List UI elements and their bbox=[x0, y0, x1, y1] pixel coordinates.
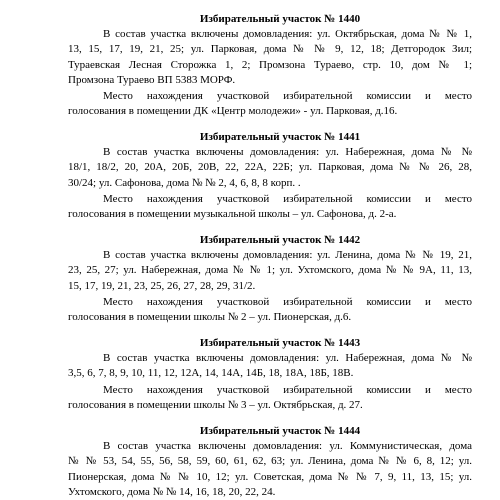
text-line: 3,5, 6, 7, 8, 9, 10, 11, 12, 12А, 14, 14А, 14Б, 18, 18А, 18Б, 18В. bbox=[68, 367, 354, 380]
precinct-location bbox=[68, 192, 472, 223]
precinct-content bbox=[68, 351, 472, 382]
precinct-content bbox=[68, 248, 472, 294]
precinct-section-1444 bbox=[68, 424, 472, 500]
text-line: Место нахождения участковой избирательной комиссии и место bbox=[103, 295, 472, 308]
text-line: Пионерская, дома № № 10, 12; ул. Советская, дома № № 7, 9, 11, 13, 15; ул. bbox=[68, 470, 472, 483]
text-line: № № 53, 54, 55, 56, 58, 59, 60, 61, 62, 63; ул. Ленина, дома № № 6, 8, 12; ул. bbox=[68, 455, 472, 468]
precinct-section-1443 bbox=[68, 336, 472, 413]
precinct-heading: Избирательный участок № 1444 bbox=[199, 425, 361, 437]
precinct-section-1442 bbox=[68, 233, 472, 325]
text-line: В состав участка включены домовладения: ул. Коммунистическая, дома bbox=[103, 440, 472, 452]
precinct-section-1441 bbox=[68, 130, 472, 222]
text-line: 13, 15, 17, 19, 21, 25; ул. Парковая, дома № № 9, 12, 18; Детгородок Зил; bbox=[68, 43, 472, 56]
text-line: Место нахождения участковой избирательной комиссии и место bbox=[103, 192, 472, 205]
text-line: 18/1, 18/2, 20, 20А, 20Б, 20В, 22, 22А, 22Б; ул. Парковая, дома № № 26, 28, bbox=[68, 161, 472, 174]
precinct-section-1440 bbox=[68, 12, 472, 120]
text-line: голосования в помещении ДК «Центр молодежи» - ул. Парковая, д.16. bbox=[68, 105, 398, 118]
precinct-heading: Избирательный участок № 1440 bbox=[199, 13, 361, 25]
precinct-content bbox=[68, 145, 472, 191]
text-line: 23, 25, 27; ул. Набережная, дома № № 1; ул. Ухтомского, дома № № 9А, 11, 13, bbox=[68, 264, 472, 277]
text-line: 30/24; ул. Сафонова, дома № № 2, 4, 6, 8, 8 корп. . bbox=[68, 176, 301, 189]
text-line: голосования в помещении школы № 3 – ул. Октябрьская, д. 27. bbox=[68, 398, 363, 411]
text-line: В состав участка включены домовладения: ул. Набережная, дома № № bbox=[103, 352, 472, 364]
precinct-heading: Избирательный участок № 1443 bbox=[199, 337, 361, 349]
text-line: 15, 17, 19, 21, 23, 25, 26, 27, 28, 29, 31/2. bbox=[68, 279, 256, 292]
precinct-content bbox=[68, 27, 472, 88]
text-line: Место нахождения участковой избирательной комиссии и место bbox=[103, 383, 472, 396]
precinct-content bbox=[68, 439, 472, 500]
text-line: В состав участка включены домовладения: ул. Ленина, дома № № 19, 21, bbox=[103, 249, 472, 261]
precinct-heading: Избирательный участок № 1441 bbox=[199, 131, 361, 143]
text-line: голосования в помещении музыкальной школы – ул. Сафонова, д. 2-а. bbox=[68, 208, 397, 221]
text-line: голосования в помещении школы № 2 – ул. Пионерская, д.6. bbox=[68, 311, 352, 324]
text-line: Промзона Тураево ВП 5383 МОРФ. bbox=[68, 73, 236, 86]
text-line: В состав участка включены домовладения: ул. Октябрьская, дома № № 1, bbox=[103, 28, 472, 40]
text-line: Место нахождения участковой избирательной комиссии и место bbox=[103, 90, 472, 103]
precinct-location bbox=[68, 295, 472, 326]
precinct-location bbox=[68, 89, 472, 120]
precinct-location bbox=[68, 383, 472, 414]
text-line: Ухтомского, дома № № 14, 16, 18, 20, 22, 24. bbox=[68, 485, 276, 498]
text-line: Тураевская Лесная Сторожка 1, 2; Промзона Тураево, стр. 10, дом № 1; bbox=[68, 58, 472, 71]
text-line: В состав участка включены домовладения: ул. Набережная, дома № № bbox=[103, 146, 472, 158]
precinct-heading: Избирательный участок № 1442 bbox=[199, 234, 361, 246]
